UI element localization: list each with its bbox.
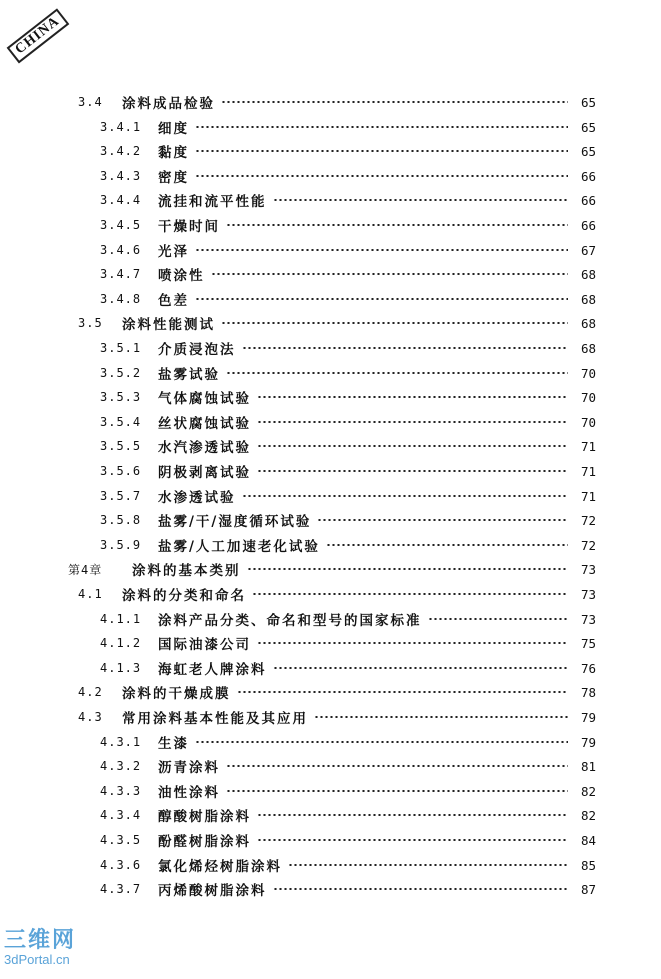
toc-entry-page: 65: [580, 143, 596, 159]
toc-entry-title: 气体腐蚀试验: [158, 391, 251, 407]
toc-entry-number: 3.4.7: [100, 267, 142, 281]
toc-entry-page: 72: [580, 512, 596, 528]
toc-entry-number: 4.3.3: [100, 784, 142, 798]
toc-entry-title: 盐雾/人工加速老化试验: [158, 539, 320, 555]
toc-entry-page: 82: [580, 783, 596, 799]
toc-entry-page: 68: [580, 315, 596, 331]
toc-entry: [100, 385, 596, 409]
toc-entry-number: 第4章: [68, 562, 103, 577]
toc-leader-dots: [195, 150, 568, 152]
toc-entry-number: 3.4.4: [100, 193, 142, 207]
china-stamp: CHINA: [7, 9, 69, 64]
toc-entry-number: 3.5.7: [100, 489, 142, 503]
toc-entry-page: 65: [580, 119, 596, 135]
toc-entry-number: 3.5.9: [100, 538, 142, 552]
toc-leader-dots: [195, 249, 568, 251]
toc-leader-dots: [257, 396, 568, 398]
toc-entry: [100, 262, 596, 286]
toc-entry-title: 盐雾/干/湿度循环试验: [158, 514, 312, 530]
toc-entry-page: 72: [580, 537, 596, 553]
toc-entry-title: 介质浸泡法: [158, 342, 236, 358]
toc-entry-page: 71: [580, 438, 596, 454]
toc-leader-dots: [257, 470, 568, 472]
toc-entry: [68, 557, 596, 581]
toc-entry: [100, 287, 596, 311]
toc-entry: [78, 705, 596, 729]
toc-entry-title: 沥青涂料: [158, 760, 220, 776]
toc-entry-page: 73: [580, 586, 596, 602]
toc-entry-page: 67: [580, 242, 596, 258]
toc-entry-number: 3.5.1: [100, 341, 142, 355]
toc-leader-dots: [226, 765, 568, 767]
toc-entry-number: 3.4.1: [100, 120, 142, 134]
toc-entry-number: 3.5.3: [100, 390, 142, 404]
toc-leader-dots: [273, 667, 569, 669]
toc-entry-title: 密度: [158, 170, 189, 186]
toc-entry-title: 涂料产品分类、命名和型号的国家标准: [158, 613, 422, 629]
toc-entry-title: 水汽渗透试验: [158, 440, 251, 456]
toc-entry-page: 66: [580, 217, 596, 233]
toc-entry-page: 87: [580, 881, 596, 897]
toc-entry: [78, 311, 596, 335]
toc-entry-page: 73: [580, 611, 596, 627]
toc-entry-page: 70: [580, 414, 596, 430]
toc-leader-dots: [195, 126, 568, 128]
toc-entry-title: 氯化烯烃树脂涂料: [158, 859, 282, 875]
toc-leader-dots: [317, 519, 568, 521]
toc-leader-dots: [242, 347, 569, 349]
toc-entry: [100, 238, 596, 262]
toc-entry-page: 76: [580, 660, 596, 676]
toc-entry-number: 3.4.3: [100, 169, 142, 183]
toc-entry: [100, 754, 596, 778]
toc-entry: [100, 533, 596, 557]
toc-entry-number: 4.1.2: [100, 636, 142, 650]
toc-entry-page: 79: [580, 709, 596, 725]
toc-entry: [100, 803, 596, 827]
toc-entry-number: 4.2: [78, 685, 103, 699]
toc-entry-title: 涂料成品检验: [122, 96, 215, 112]
toc-entry-number: 4.1.3: [100, 661, 142, 675]
toc-entry-page: 68: [580, 340, 596, 356]
toc-entry-number: 3.5.8: [100, 513, 142, 527]
toc-leader-dots: [314, 716, 568, 718]
toc-leader-dots: [288, 864, 568, 866]
toc-leader-dots: [221, 101, 568, 103]
toc-entry-number: 4.3.1: [100, 735, 142, 749]
toc-entry: [78, 90, 596, 114]
toc-entry-title: 丝状腐蚀试验: [158, 416, 251, 432]
toc-leader-dots: [257, 642, 568, 644]
toc-entry-title: 国际油漆公司: [158, 637, 251, 653]
toc-leader-dots: [257, 814, 568, 816]
toc-entry-page: 75: [580, 635, 596, 651]
toc-entry-title: 光泽: [158, 244, 189, 260]
toc-entry: [78, 680, 596, 704]
toc-leader-dots: [326, 544, 568, 546]
toc-entry-number: 4.3.7: [100, 882, 142, 896]
toc-leader-dots: [247, 568, 569, 570]
toc-entry: [100, 410, 596, 434]
toc-entry-page: 70: [580, 365, 596, 381]
toc-entry-number: 3.4.5: [100, 218, 142, 232]
toc-entry: [100, 853, 596, 877]
toc-entry-number: 3.4.8: [100, 292, 142, 306]
toc-entry-number: 3.4.2: [100, 144, 142, 158]
toc-entry-title: 涂料的分类和命名: [122, 588, 246, 604]
toc-entry: [100, 139, 596, 163]
toc-entry-number: 3.5.6: [100, 464, 142, 478]
toc-entry-page: 73: [580, 561, 596, 577]
toc-leader-dots: [273, 888, 569, 890]
toc-entry-title: 干燥时间: [158, 219, 220, 235]
toc-entry: [100, 631, 596, 655]
toc-entry-number: 4.3.5: [100, 833, 142, 847]
toc-entry-number: 3.4.6: [100, 243, 142, 257]
toc-entry: [100, 730, 596, 754]
toc-entry: [100, 607, 596, 631]
toc-entry-number: 4.1.1: [100, 612, 142, 626]
toc-entry-number: 4.3.6: [100, 858, 142, 872]
toc-leader-dots: [195, 298, 568, 300]
toc-entry-title: 酚醛树脂涂料: [158, 834, 251, 850]
toc-entry-title: 生漆: [158, 736, 189, 752]
toc-leader-dots: [226, 224, 568, 226]
toc-entry: [100, 459, 596, 483]
toc-entry-page: 68: [580, 291, 596, 307]
toc-entry-title: 醇酸树脂涂料: [158, 809, 251, 825]
toc-leader-dots: [226, 790, 568, 792]
toc-entry-title: 细度: [158, 121, 189, 137]
toc-leader-dots: [237, 691, 569, 693]
toc-entry-number: 4.3.4: [100, 808, 142, 822]
toc-entry-page: 82: [580, 807, 596, 823]
toc-entry-number: 3.5.5: [100, 439, 142, 453]
toc-entry: [100, 336, 596, 360]
toc-entry-page: 84: [580, 832, 596, 848]
watermark-logo: 三维网: [4, 927, 77, 952]
toc-entry-page: 70: [580, 389, 596, 405]
toc-entry-title: 色差: [158, 293, 189, 309]
toc-entry-page: 71: [580, 488, 596, 504]
toc-entry-title: 水渗透试验: [158, 490, 236, 506]
toc-leader-dots: [211, 273, 569, 275]
toc-entry: [78, 582, 596, 606]
toc-leader-dots: [257, 445, 568, 447]
toc-entry: [100, 656, 596, 680]
toc-entry: [100, 828, 596, 852]
toc-entry-page: 71: [580, 463, 596, 479]
toc-entry: [100, 361, 596, 385]
toc-leader-dots: [221, 322, 568, 324]
toc-entry-number: 4.1: [78, 587, 103, 601]
toc-entry-title: 常用涂料基本性能及其应用: [122, 711, 308, 727]
toc-entry-title: 黏度: [158, 145, 189, 161]
toc-entry-number: 4.3: [78, 710, 103, 724]
toc-leader-dots: [428, 618, 569, 620]
toc-leader-dots: [195, 175, 568, 177]
watermark-url: 3dPortal.cn: [4, 952, 70, 967]
toc-entry-page: 85: [580, 857, 596, 873]
toc-entry-title: 油性涂料: [158, 785, 220, 801]
toc-entry-page: 66: [580, 192, 596, 208]
toc-entry: [100, 164, 596, 188]
toc-entry-page: 79: [580, 734, 596, 750]
toc-entry: [100, 779, 596, 803]
watermark: [4, 928, 76, 967]
toc-entry-page: 78: [580, 684, 596, 700]
toc-entry: [100, 508, 596, 532]
toc-entry-title: 海虹老人牌涂料: [158, 662, 267, 678]
toc-entry: [100, 213, 596, 237]
toc-entry-number: 4.3.2: [100, 759, 142, 773]
toc-leader-dots: [257, 839, 568, 841]
toc-leader-dots: [242, 495, 569, 497]
toc-entry: [100, 434, 596, 458]
toc-entry-title: 流挂和流平性能: [158, 194, 267, 210]
toc-entry-title: 喷涂性: [158, 268, 205, 284]
toc-leader-dots: [257, 421, 568, 423]
toc-entry: [100, 484, 596, 508]
toc-leader-dots: [252, 593, 568, 595]
toc-entry-number: 3.5.2: [100, 366, 142, 380]
toc-entry-page: 66: [580, 168, 596, 184]
toc-entry-number: 3.5: [78, 316, 103, 330]
toc-entry-page: 68: [580, 266, 596, 282]
toc-entry-number: 3.4: [78, 95, 103, 109]
toc-entry-title: 涂料的干燥成膜: [122, 686, 231, 702]
toc-entry-page: 65: [580, 94, 596, 110]
toc-entry-title: 涂料的基本类别: [132, 563, 241, 579]
toc-entry-page: 81: [580, 758, 596, 774]
toc-entry: [100, 115, 596, 139]
toc-entry-title: 阴极剥离试验: [158, 465, 251, 481]
toc-leader-dots: [273, 199, 569, 201]
toc-leader-dots: [226, 372, 568, 374]
toc-entry-number: 3.5.4: [100, 415, 142, 429]
toc-entry: [100, 877, 596, 901]
toc-entry-title: 盐雾试验: [158, 367, 220, 383]
toc-entry: [100, 188, 596, 212]
toc-leader-dots: [195, 741, 568, 743]
toc-entry-title: 丙烯酸树脂涂料: [158, 883, 267, 899]
toc-entry-title: 涂料性能测试: [122, 317, 215, 333]
